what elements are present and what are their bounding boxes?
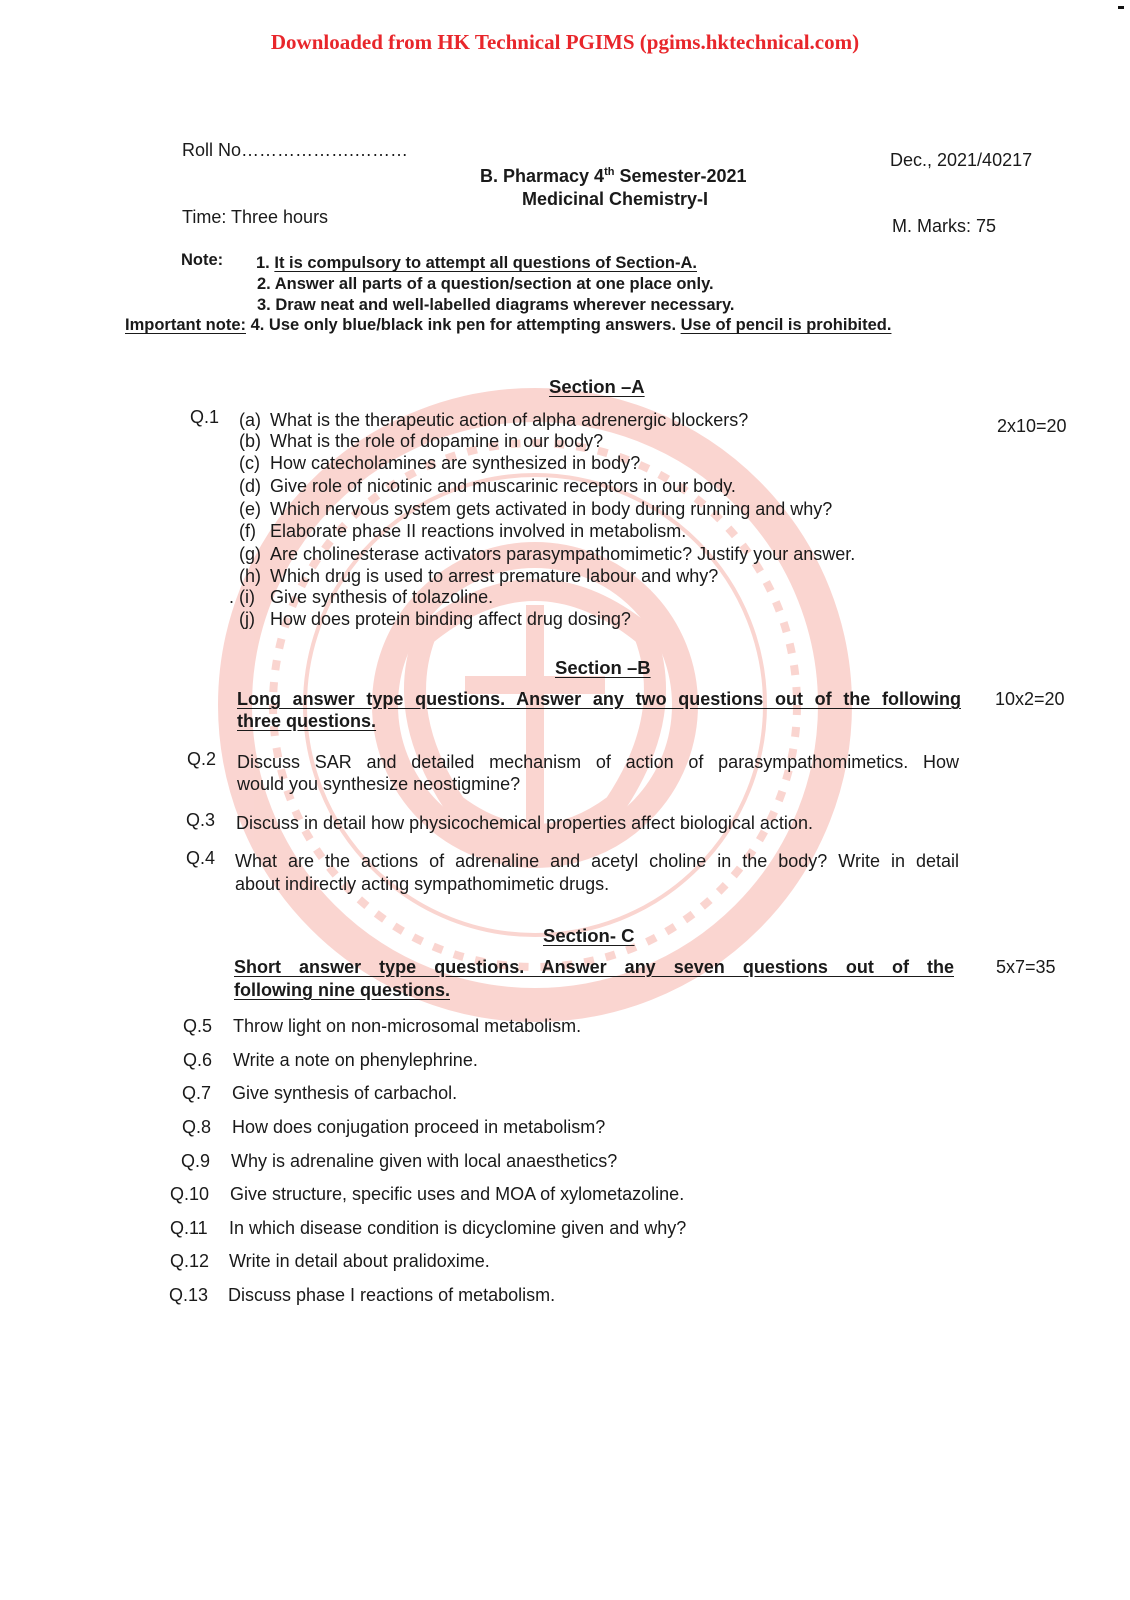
part-label: (f) — [239, 521, 256, 541]
part-label: (h) — [239, 566, 261, 586]
q1-part-h — [239, 566, 718, 587]
question-label: Q.5 — [183, 1016, 213, 1036]
q10 — [170, 1184, 684, 1205]
q4-text-line-1: What are the actions of adrenaline and acetyl choline in the body? Write in detail — [235, 851, 959, 871]
q4-label: Q.4 — [186, 848, 216, 868]
q12 — [170, 1251, 490, 1272]
part-label: (d) — [239, 476, 261, 496]
question-label: Q.11 — [170, 1218, 208, 1238]
scan-mark — [1118, 6, 1124, 9]
part-label: (g) — [239, 544, 261, 564]
question-text: Write in detail about pralidoxime. — [229, 1251, 490, 1271]
section-c-title: Section- C — [543, 925, 635, 946]
question-label: Q.13 — [169, 1285, 209, 1305]
question-text: How does conjugation proceed in metabolism? — [232, 1117, 606, 1137]
note-label: Note: — [181, 251, 224, 269]
course-title-suffix: Semester-2021 — [614, 166, 747, 186]
part-text: Give synthesis of tolazoline. — [270, 587, 494, 607]
course-title-superscript: th — [604, 166, 615, 178]
section-b-title: Section –B — [555, 657, 651, 678]
subject-title: Medicinal Chemistry-I — [522, 189, 709, 209]
course-title — [480, 166, 747, 187]
q2-text-line-1: Discuss SAR and detailed mechanism of action of parasympathomimetics. How — [237, 752, 959, 772]
question-label: Q.7 — [182, 1083, 212, 1103]
note-1-number: 1. — [256, 254, 270, 272]
note-4-pencil-warning: Use of pencil is prohibited. — [680, 316, 892, 334]
question-label: Q.8 — [182, 1117, 212, 1137]
section-c-instruction-line-2: following nine questions. — [234, 980, 450, 1000]
q1-part-b — [239, 431, 603, 452]
part-text: Which drug is used to arrest premature labour and why? — [270, 566, 719, 586]
part-text: What is the therapeutic action of alpha adrenergic blockers? — [270, 410, 749, 430]
question-label: Q.10 — [170, 1184, 210, 1204]
section-b-instruction-line-2: three questions. — [237, 711, 377, 731]
part-label: . (i) — [229, 587, 255, 607]
part-text: Give role of nicotinic and muscarinic receptors in our body. — [270, 476, 736, 496]
part-label: (a) — [239, 410, 261, 430]
part-label: (c) — [239, 453, 260, 473]
note-4 — [125, 316, 891, 335]
important-note-label: Important note: — [125, 316, 246, 334]
q1-label: Q.1 — [190, 407, 220, 427]
part-label: (j) — [239, 609, 255, 629]
question-label: Q.9 — [181, 1151, 211, 1171]
part-label: (e) — [239, 499, 261, 519]
note-1-text: It is compulsory to attempt all questions of Section-A. — [274, 254, 697, 272]
q13 — [169, 1285, 555, 1306]
q1-part-g — [239, 544, 855, 565]
section-b-marks: 10x2=20 — [995, 689, 1065, 709]
course-title-prefix: B. Pharmacy 4 — [480, 166, 605, 186]
question-text: Write a note on phenylephrine. — [233, 1050, 478, 1070]
q5 — [183, 1016, 581, 1037]
section-c-instruction-line-1: Short answer type questions. Answer any seven questions out of the — [234, 957, 954, 977]
q6 — [183, 1050, 478, 1071]
part-text: What is the role of dopamine in our body? — [270, 431, 604, 451]
roll-number-line: Roll No……………….……… — [182, 140, 409, 160]
section-a-marks: 2x10=20 — [997, 416, 1067, 436]
question-text: Give synthesis of carbachol. — [232, 1083, 458, 1103]
q3-label: Q.3 — [186, 810, 216, 830]
section-c-marks: 5x7=35 — [996, 957, 1056, 977]
maximum-marks: M. Marks: 75 — [892, 216, 997, 236]
q7 — [182, 1083, 457, 1104]
part-text: Which nervous system gets activated in body during running and why? — [270, 499, 833, 519]
q1-part-i — [229, 587, 493, 608]
q8 — [182, 1117, 605, 1138]
note-3: 3. Draw neat and well-labelled diagrams wherever necessary. — [257, 296, 735, 314]
question-text: Throw light on non-microsomal metabolism. — [233, 1016, 582, 1036]
section-b-instruction-line-1: Long answer type questions. Answer any two questions out of the following — [237, 689, 961, 709]
question-text: Discuss phase I reactions of metabolism. — [228, 1285, 556, 1305]
part-label: (b) — [239, 431, 261, 451]
note-1 — [256, 254, 697, 273]
q1-part-j — [239, 609, 631, 630]
question-label: Q.12 — [170, 1251, 210, 1271]
q2-text-line-2: would you synthesize neostigmine? — [237, 774, 521, 794]
exam-code: Dec., 2021/40217 — [890, 150, 1033, 170]
download-source-banner: Downloaded from HK Technical PGIMS (pgims.hktechnical.com) — [270, 30, 860, 54]
note-2: 2. Answer all parts of a question/section at one place only. — [257, 275, 714, 293]
q1-part-f — [239, 521, 686, 542]
exam-duration: Time: Three hours — [182, 207, 329, 227]
q3-text: Discuss in detail how physicochemical properties affect biological action. — [236, 813, 813, 833]
q1-part-d — [239, 476, 736, 497]
question-text: In which disease condition is dicyclomine given and why? — [229, 1218, 687, 1238]
q1-part-a — [239, 410, 748, 431]
q9 — [181, 1151, 617, 1172]
q4-text-line-2: about indirectly acting sympathomimetic drugs. — [235, 874, 610, 894]
q1-part-e — [239, 499, 832, 520]
part-text: Elaborate phase II reactions involved in metabolism. — [270, 521, 687, 541]
section-a-title: Section –A — [549, 376, 645, 397]
note-4-text: 4. Use only blue/black ink pen for attempting answers. — [246, 316, 681, 334]
question-label: Q.6 — [183, 1050, 213, 1070]
part-text: How catecholamines are synthesized in body? — [270, 453, 641, 473]
part-text: How does protein binding affect drug dosing? — [270, 609, 631, 629]
part-text: Are cholinesterase activators parasympathomimetic? Justify your answer. — [270, 544, 856, 564]
question-text: Why is adrenaline given with local anaesthetics? — [231, 1151, 618, 1171]
question-text: Give structure, specific uses and MOA of xylometazoline. — [230, 1184, 685, 1204]
q11 — [170, 1218, 686, 1239]
q1-part-c — [239, 453, 640, 474]
q2-label: Q.2 — [187, 749, 217, 769]
